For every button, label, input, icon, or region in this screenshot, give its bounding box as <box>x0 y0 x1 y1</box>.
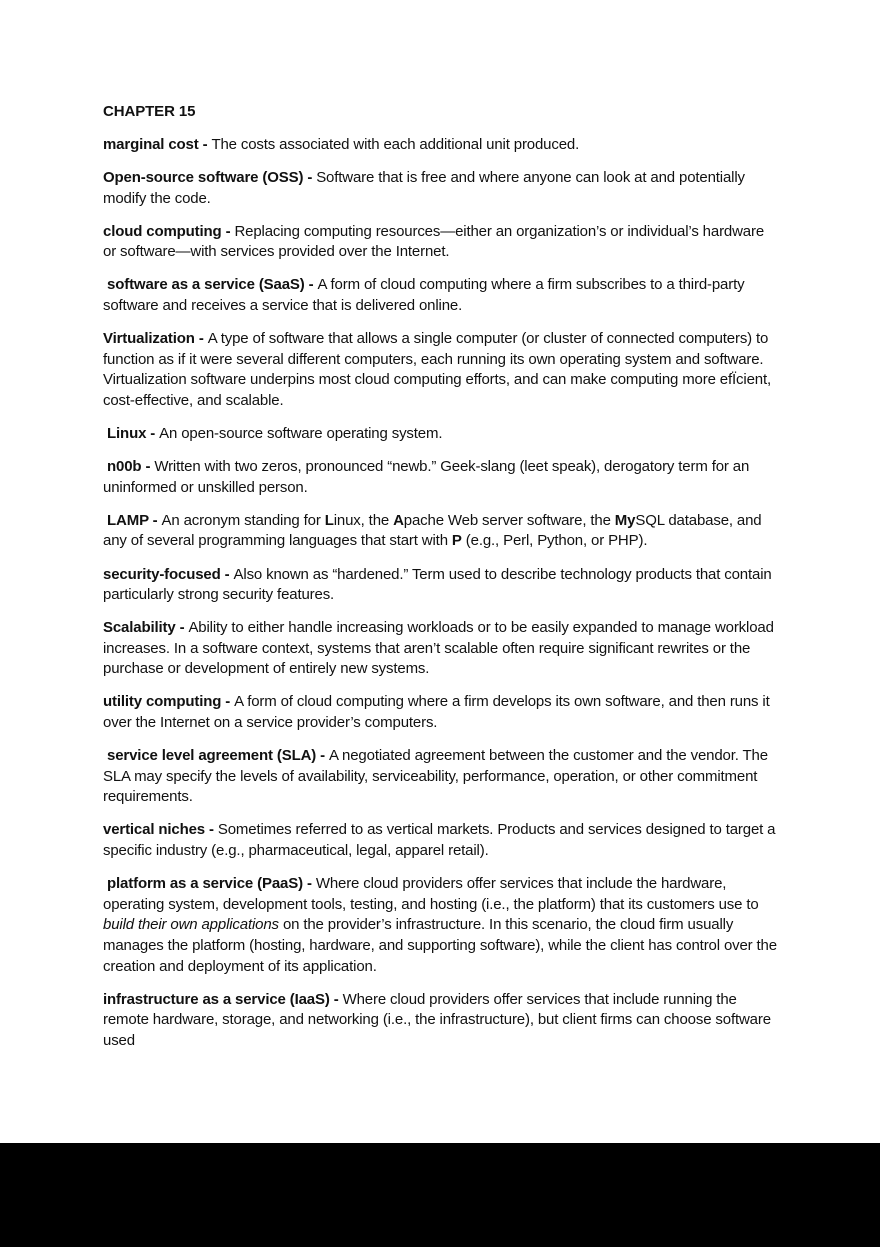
definition-entry <box>103 275 779 316</box>
definition-entry <box>103 222 779 263</box>
definition-text: on the provider’s infrastructure. In this scenario, the cloud firm usually manages the platform (hosting, hardware, and supporting software), while the client has control over the creation and deployment of its application. <box>103 916 781 975</box>
definition-text: L <box>324 511 334 529</box>
definition-term: marginal cost - <box>103 136 212 153</box>
definition-text: Where cloud providers offer services that include the hardware, operating system, development tools, testing, and hosting (i.e., the platform) that its customers use to <box>103 875 763 913</box>
definition-text: build their own applications <box>103 916 279 934</box>
definition-text: My <box>614 511 636 529</box>
definition-text: A form of cloud computing where a firm subscribes to a third-party software and receives a service that is delivered online. <box>103 276 749 315</box>
definition-text: Sometimes referred to as vertical markets. Products and services designed to target a specific industry (e.g., pharmaceutical, legal, apparel retail). <box>103 821 780 860</box>
definition-text: A <box>393 511 404 529</box>
definition-term: Virtualization - <box>103 330 208 348</box>
definition-text: Replacing computing resources—either an organization’s or individual’s hardware or software—with services provided over the Internet. <box>103 222 769 261</box>
definition-entry <box>103 457 779 498</box>
definition-text: An acronym standing for <box>161 511 325 529</box>
definition-entry <box>103 424 779 445</box>
definition-text: An open-source software operating system. <box>159 425 443 443</box>
definition-text: pache Web server software, the <box>403 511 615 529</box>
definition-text: The costs associated with each additional unit produced. <box>211 136 580 153</box>
definition-text: Ability to either handle increasing workloads or to be easily expanded to manage workload increases. In a software context, systems that aren’t scalable often require significant rewrites or the purchase or development of entirely new systems. <box>103 619 778 678</box>
definition-entry <box>103 511 779 552</box>
definition-text: A form of cloud computing where a firm develops its own software, and then runs it over the Internet on a service provider’s computers. <box>103 693 774 732</box>
definition-entry <box>103 874 779 977</box>
definition-text: (e.g., Perl, Python, or PHP). <box>461 532 648 550</box>
definition-entry <box>103 135 779 156</box>
definition-term: Linux - <box>103 425 160 443</box>
definition-text: Where cloud providers offer services that include running the remote hardware, storage, and networking (i.e., the infrastructure), but client firms can choose software used <box>103 990 775 1049</box>
definition-entry <box>103 990 779 1052</box>
definition-entry <box>103 565 779 606</box>
definition-term: service level agreement (SLA) - <box>103 747 329 765</box>
definition-text: SQL database, and any of several programming languages that start with <box>103 511 766 550</box>
definition-text: A negotiated agreement between the customer and the vendor. The SLA may specify the levels of availability, serviceability, performance, operation, or other commitment requirements. <box>103 747 772 806</box>
definition-text: A type of software that allows a single computer (or cluster of connected computers) to function as if it were several different computers, each running its own operating system and software. Virtualization software underpins most cloud computing efforts, and can make computing more efÏcient, cost-effective, and scalable. <box>103 330 776 409</box>
definition-text: Software that is free and where anyone can look at and potentially modify the code. <box>103 169 749 207</box>
definition-entry <box>103 692 779 733</box>
definition-entry <box>103 168 779 209</box>
definition-term: utility computing - <box>103 693 235 711</box>
definition-term: cloud computing - <box>103 222 235 240</box>
definition-text: inux, the <box>333 511 394 529</box>
definition-entry <box>103 329 779 411</box>
definition-term: Scalability - <box>103 619 189 637</box>
definition-term: infrastructure as a service (IaaS) - <box>103 990 343 1008</box>
definition-term: Open-source software (OSS) - <box>103 169 317 187</box>
definition-text: Written with two zeros, pronounced “newb.” Geek-slang (leet speak), derogatory term for an uninformed or unskilled person. <box>103 458 754 496</box>
chapter-heading: CHAPTER 15 <box>103 103 196 120</box>
definition-term: LAMP - <box>103 511 162 529</box>
definition-term: platform as a service (PaaS) - <box>103 875 316 893</box>
definition-term: security-focused - <box>103 565 234 583</box>
definition-term: vertical niches - <box>103 821 218 839</box>
definition-term: n00b - <box>103 458 155 476</box>
definition-entry <box>103 618 779 680</box>
definitions-list <box>103 135 779 1051</box>
definition-text: P <box>451 532 462 550</box>
definition-entry <box>103 746 779 808</box>
definition-text: Also known as “hardened.” Term used to describe technology products that contain particularly strong security features. <box>103 565 776 604</box>
definition-term: software as a service (SaaS) - <box>103 276 318 294</box>
definition-entry <box>103 820 779 861</box>
page-footer-black-band <box>0 1143 880 1247</box>
